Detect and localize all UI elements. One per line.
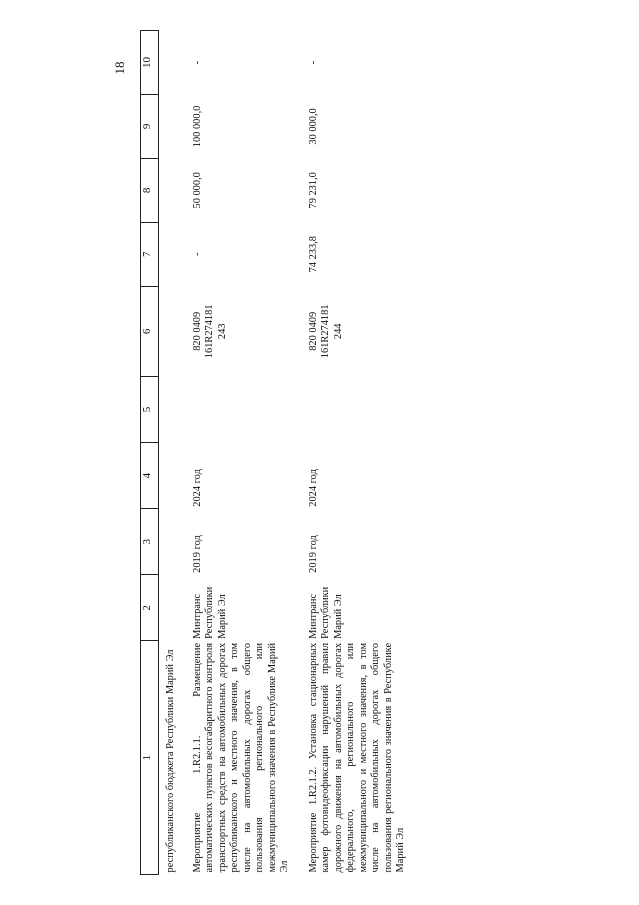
page-number: 18 bbox=[112, 61, 127, 75]
column-number: 7 bbox=[141, 222, 159, 286]
measure-name: Мероприятие 1.R2.1.2. Установка стационарных камер фотовидеофиксации нарушений правил дорожного движения на автомобильных дорогах федерального, регионального или межмуниципального и местного значения, в том числе на автомобильных дорогах общего пользования регионального значения в Республике Марий Эл bbox=[307, 642, 406, 873]
executor: Минтранс Республики Марий Эл bbox=[307, 586, 344, 639]
amount-col9: 30 000,0 bbox=[307, 108, 319, 145]
executor: Минтранс Республики Марий Эл bbox=[191, 586, 228, 639]
column-number: 10 bbox=[141, 31, 159, 95]
amount-col10: - bbox=[191, 60, 203, 65]
measure-name: Мероприятие 1.R2.1.1. Размещение автоматических пунктов весогабаритного контроля транспортных средств на автомобильных дорогах республиканского и местного значения, в том числе на автомобильных дорогах общего пользования регионального или межмуниципального значения в Республике Марий Эл bbox=[191, 642, 290, 873]
column-number-row bbox=[141, 31, 159, 875]
rotated-table-page bbox=[140, 30, 595, 875]
column-number: 8 bbox=[141, 158, 159, 222]
amount-col8: 50 000,0 bbox=[191, 172, 203, 209]
continuation-text: республиканского бюджета Республики Марий Эл bbox=[165, 649, 176, 873]
budget-code-part: 243 bbox=[216, 323, 228, 340]
table-row bbox=[294, 31, 410, 875]
amount-col8: 79 231,0 bbox=[307, 172, 319, 209]
amount-col7: - bbox=[191, 252, 203, 256]
budget-code bbox=[180, 286, 294, 376]
start-year: 2019 год bbox=[191, 535, 203, 573]
column-5-value bbox=[294, 376, 410, 442]
budget-code-part: 161R274181 bbox=[204, 304, 215, 359]
column-number: 1 bbox=[141, 641, 159, 875]
start-year: 2019 год bbox=[307, 535, 319, 573]
budget-code-part: 820 0409 bbox=[307, 311, 319, 351]
budget-code bbox=[294, 286, 410, 376]
table-row bbox=[180, 31, 294, 875]
budget-code-part: 820 0409 bbox=[191, 311, 203, 351]
column-number: 6 bbox=[141, 286, 159, 376]
amount-col7: 74 233,8 bbox=[307, 236, 319, 273]
column-number: 4 bbox=[141, 443, 159, 509]
column-number: 9 bbox=[141, 94, 159, 158]
budget-code-part: 161R274181 bbox=[320, 304, 331, 359]
end-year: 2024 год bbox=[191, 469, 203, 507]
column-number: 5 bbox=[141, 376, 159, 442]
end-year: 2024 год bbox=[307, 469, 319, 507]
program-table bbox=[140, 30, 410, 875]
column-number: 3 bbox=[141, 509, 159, 575]
budget-code-part: 244 bbox=[332, 323, 344, 340]
amount-col10: - bbox=[307, 60, 319, 65]
column-number: 2 bbox=[141, 575, 159, 641]
amount-col9: 100 000,0 bbox=[191, 105, 203, 148]
continuation-row bbox=[159, 31, 180, 875]
column-5-value bbox=[180, 376, 294, 442]
